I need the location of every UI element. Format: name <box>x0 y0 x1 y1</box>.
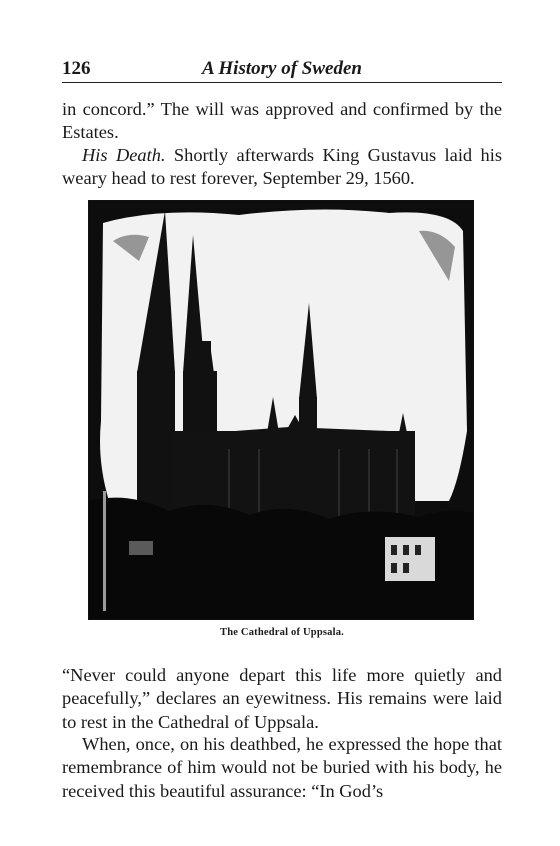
paragraph-his-death <box>62 144 502 191</box>
page-number: 126 <box>62 58 91 79</box>
page-header <box>62 56 502 83</box>
cathedral-photograph <box>88 200 474 620</box>
paragraph-eyewitness: “Never could anyone depart this life more quietly and peacefully,” declares an eyewitness. His remains were laid to rest in the Cathedral of Uppsala. <box>62 665 502 732</box>
paragraph-his-death-text: Shortly afterwards King Gustavus laid his weary head to rest forever, September 29, 1560. <box>62 145 502 189</box>
paragraph-will-approved: in concord.” The will was approved and confirmed by the Estates. <box>62 99 502 143</box>
side-heading: His Death. <box>82 145 166 165</box>
figure-caption: The Cathedral of Uppsala. <box>219 627 344 638</box>
paragraph-deathbed: When, once, on his deathbed, he expressed the hope that remembrance of him would not be buried with his body, he received this beautiful assurance: “In God’s <box>62 734 502 801</box>
running-head: A History of Sweden <box>202 58 362 79</box>
